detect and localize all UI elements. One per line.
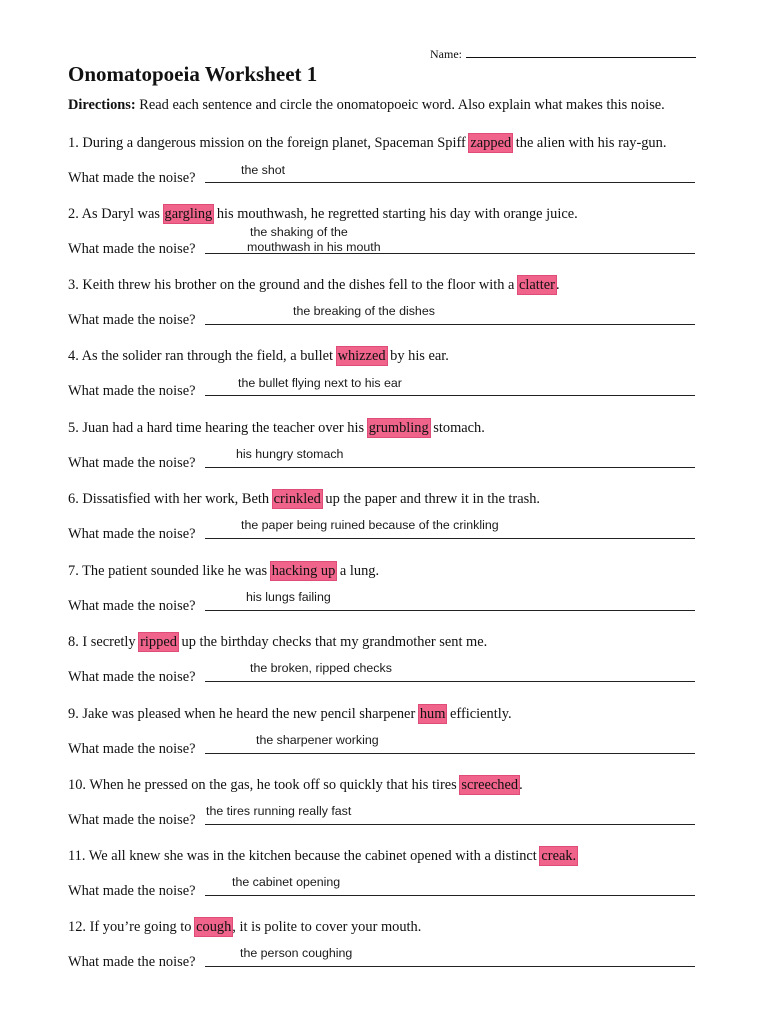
sentence-after: up the birthday checks that my grandmother sent me. (177, 634, 488, 650)
answer-blank-line[interactable] (205, 182, 695, 183)
sentence (68, 704, 512, 724)
answer-line-1: the shaking of the (250, 225, 348, 239)
sentence-before: Juan had a hard time hearing the teacher over his (78, 420, 368, 436)
answer-blank-line[interactable] (205, 895, 695, 896)
item-number: 8. (68, 634, 79, 650)
question-item (68, 489, 698, 557)
answer-line-1: his hungry stomach (236, 447, 344, 461)
question-item (68, 704, 698, 772)
sentence (68, 204, 578, 224)
item-number: 6. (68, 491, 79, 507)
item-number: 4. (68, 348, 79, 364)
sentence-after: efficiently. (446, 706, 512, 722)
question-item (68, 846, 698, 914)
item-number: 7. (68, 563, 79, 579)
handwritten-answer (241, 518, 499, 533)
highlighted-word: gargling (164, 206, 213, 222)
sentence (68, 346, 449, 366)
highlighted-word: ripped (140, 634, 177, 650)
sentence-before: When he pressed on the gas, he took off so quickly that his tires (86, 777, 461, 793)
sentence-after: his mouthwash, he regretted starting his day with orange juice. (213, 206, 578, 222)
item-number: 11. (68, 848, 86, 864)
answer-blank-line[interactable] (205, 824, 695, 825)
directions-label: Directions: (68, 97, 136, 113)
question-item (68, 632, 698, 700)
sentence-before: During a dangerous mission on the foreign planet, Spaceman Spiff (78, 135, 470, 151)
question-label: What made the noise? (68, 170, 196, 186)
directions-text: Read each sentence and circle the onomatopoeic word. Also explain what makes this noise. (135, 97, 665, 113)
answer-line-1: the sharpener working (256, 733, 379, 747)
directions (68, 97, 665, 114)
handwritten-answer (240, 946, 352, 961)
question-item (68, 418, 698, 486)
answer-blank-line[interactable] (205, 610, 695, 611)
sentence (68, 418, 485, 438)
question-label: What made the noise? (68, 669, 196, 685)
item-number: 1. (68, 135, 79, 151)
item-number: 2. (68, 206, 79, 222)
highlighted-word: whizzed (337, 348, 386, 364)
question-label: What made the noise? (68, 598, 196, 614)
sentence (68, 632, 487, 652)
answer-line-1: the breaking of the dishes (293, 304, 435, 318)
highlighted-word: grumbling (368, 420, 429, 436)
highlighted-word: zapped (470, 135, 512, 151)
name-field[interactable] (430, 47, 696, 62)
sentence-before: Dissatisfied with her work, Beth (78, 491, 273, 507)
answer-blank-line[interactable] (205, 467, 695, 468)
highlighted-word: creak. (541, 848, 577, 864)
answer-blank-line[interactable] (205, 753, 695, 754)
sentence (68, 775, 523, 795)
name-label: Name: (430, 47, 462, 61)
highlighted-word: hacking up (271, 563, 336, 579)
sentence-before: The patient sounded like he was (78, 563, 271, 579)
answer-blank-line[interactable] (205, 324, 695, 325)
question-label: What made the noise? (68, 741, 196, 757)
sentence-before: We all knew she was in the kitchen because the cabinet opened with a distinct (85, 848, 541, 864)
sentence-after: , it is polite to cover your mouth. (232, 919, 422, 935)
question-label: What made the noise? (68, 954, 196, 970)
item-number: 12. (68, 919, 86, 935)
answer-line-1: the broken, ripped checks (250, 661, 392, 675)
question-label: What made the noise? (68, 883, 196, 899)
highlighted-word: hum (419, 706, 446, 722)
answer-line-1: the paper being ruined because of the crinkling (241, 518, 499, 532)
item-number: 9. (68, 706, 79, 722)
handwritten-answer (256, 733, 379, 748)
question-item (68, 561, 698, 629)
answer-blank-line[interactable] (205, 966, 695, 967)
sentence-after: . (555, 277, 560, 293)
question-label: What made the noise? (68, 383, 196, 399)
highlighted-word: cough (196, 919, 232, 935)
item-number: 5. (68, 420, 79, 436)
item-number: 3. (68, 277, 79, 293)
sentence (68, 133, 666, 153)
sentence-before: As Daryl was (78, 206, 164, 222)
answer-blank-line[interactable] (205, 538, 695, 539)
question-label: What made the noise? (68, 526, 196, 542)
sentence-after: a lung. (336, 563, 380, 579)
name-blank-line[interactable] (466, 47, 696, 58)
question-item (68, 775, 698, 843)
answer-line-1: the cabinet opening (232, 875, 341, 889)
question-item (68, 917, 698, 985)
sentence-before: Jake was pleased when he heard the new pencil sharpener (78, 706, 419, 722)
sentence-after: by his ear. (386, 348, 449, 364)
question-item (68, 204, 698, 272)
question-label: What made the noise? (68, 312, 196, 328)
sentence-before: I secretly (78, 634, 140, 650)
handwritten-answer (236, 447, 343, 462)
item-number: 10. (68, 777, 86, 793)
answer-line-1: the bullet flying next to his ear (238, 376, 402, 390)
question-label: What made the noise? (68, 812, 196, 828)
answer-line-2: mouthwash in his mouth (247, 240, 381, 254)
question-item (68, 346, 698, 414)
highlighted-word: screeched (461, 777, 519, 793)
answer-blank-line[interactable] (205, 681, 695, 682)
sentence (68, 561, 379, 581)
answer-line-1: the tires running really fast (206, 804, 352, 818)
question-item (68, 275, 698, 343)
sentence-after: up the paper and threw it in the trash. (321, 491, 541, 507)
answer-line-1: the person coughing (240, 946, 353, 960)
sentence-after: . (519, 777, 523, 793)
highlighted-word: clatter (519, 277, 555, 293)
handwritten-answer (250, 661, 392, 676)
handwritten-answer (247, 225, 381, 255)
highlighted-word: crinkled (273, 491, 321, 507)
handwritten-answer (241, 163, 285, 178)
handwritten-answer (293, 304, 435, 319)
sentence (68, 275, 560, 295)
sentence-after: the alien with his ray-gun. (512, 135, 667, 151)
sentence (68, 489, 540, 509)
question-item (68, 133, 698, 201)
answer-line-1: the shot (241, 163, 286, 177)
sentence-before: As the solider ran through the field, a bullet (78, 348, 337, 364)
handwritten-answer (238, 376, 402, 391)
sentence-before: Keith threw his brother on the ground and the dishes fell to the floor with a (78, 277, 519, 293)
answer-line-1: his lungs failing (246, 590, 331, 604)
worksheet-title: Onomatopoeia Worksheet 1 (68, 62, 318, 86)
sentence-before: If you’re going to (86, 919, 196, 935)
sentence (68, 917, 421, 937)
sentence (68, 846, 577, 866)
sentence-after: stomach. (429, 420, 485, 436)
question-label: What made the noise? (68, 455, 196, 471)
handwritten-answer (232, 875, 340, 890)
handwritten-answer (246, 590, 331, 605)
answer-blank-line[interactable] (205, 395, 695, 396)
question-label: What made the noise? (68, 241, 196, 257)
handwritten-answer (206, 804, 351, 819)
